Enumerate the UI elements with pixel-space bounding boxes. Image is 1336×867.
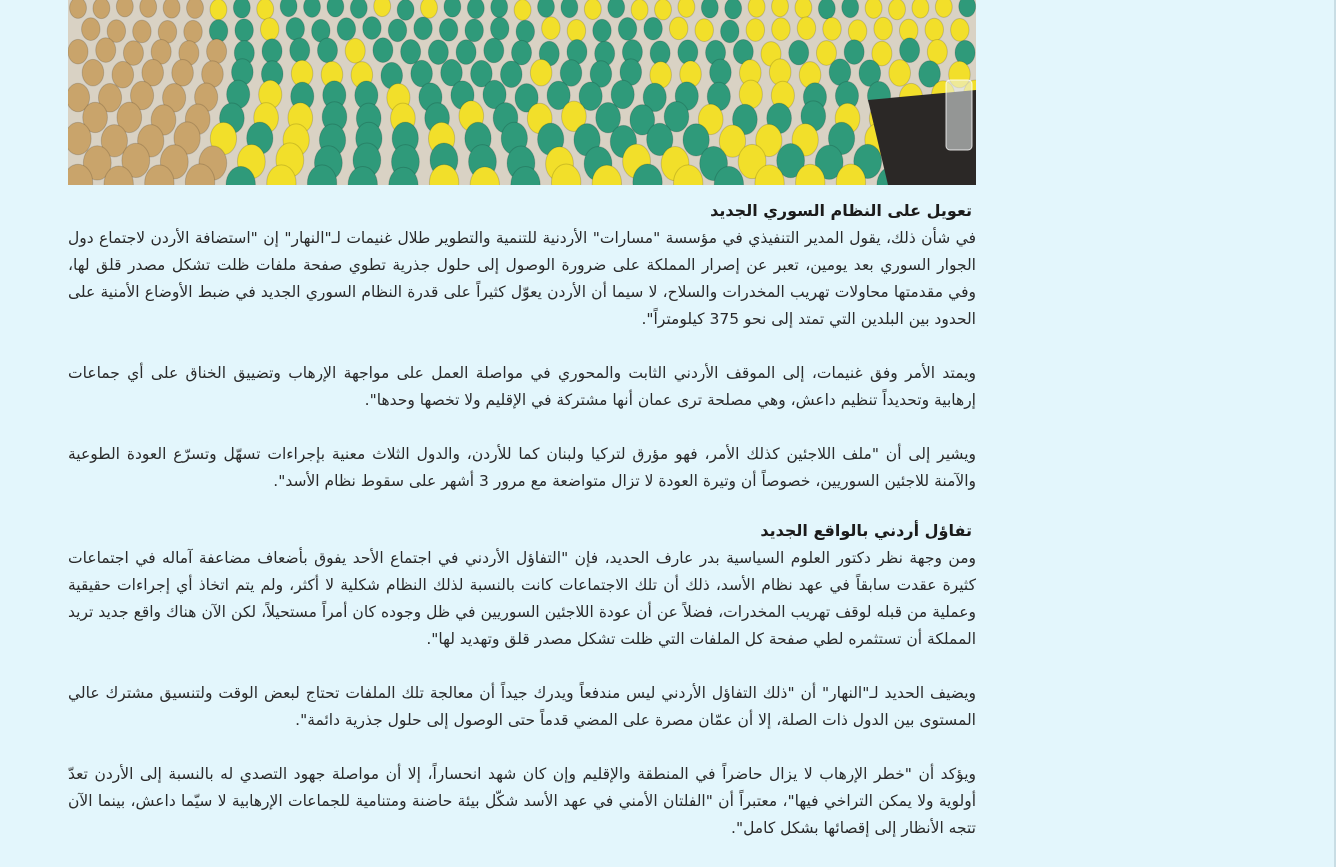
package-shape (456, 40, 476, 65)
package-shape (235, 19, 253, 42)
package-shape (363, 17, 381, 40)
package-shape (401, 39, 421, 64)
package-shape (257, 0, 274, 20)
package-shape (593, 19, 611, 42)
package-shape (345, 38, 365, 63)
package-shape (96, 38, 116, 63)
package-shape (925, 18, 943, 41)
photo-glass (946, 80, 972, 150)
package-shape (631, 0, 648, 20)
package-shape (70, 0, 87, 18)
package-shape (116, 0, 133, 17)
package-shape (772, 18, 790, 41)
package-shape (93, 0, 110, 19)
package-shape (844, 40, 864, 65)
seized-packages-photo (68, 0, 976, 185)
package-shape (233, 0, 250, 18)
photo-illustration (68, 0, 976, 185)
package-shape (262, 39, 282, 64)
package-shape (484, 38, 504, 63)
paragraph-hadid-quote: ومن وجهة نظر دكتور العلوم السياسية بدر عارف الحديد، فإن "التفاؤل الأردني في اجتماع الأحد يفوق بأضعاف مضاعفة آماله في اجتماعات كثيرة عقدت سابقاً في عهد نظام الأسد، ذلك أن تلك الاجتماعات كانت بالنسبة لذلك النظام شكلية لا أكثر، ولم يتم اتخاذ أي إجراءات حقيقية وعملية من قبله لوقف تهريب المخدرات، فضلاً عن أن عودة اللاجئين السوريين في ظل وجوده كان أمراً مستحيلاً، لكن الآن هناك واقع جديد تريد المملكة أن تستثمره لطي صفحة كل الملفات التي ظلت تشكل مصدر قلق وتهديد لها". (68, 549, 976, 648)
package-shape (187, 0, 204, 18)
package-shape (397, 0, 414, 20)
package-shape (500, 61, 522, 88)
package-shape (561, 0, 578, 18)
paragraph-hadid-addition: ويضيف الحديد لـ"النهار" أن "ذلك التفاؤل الأردني ليس مندفعاً ويدرك جيداً أن معالجة تلك الملفات تحتاج لبعض الوقت ولتنسيق مشترك عالي المستوى بين الدول ذات الصلة، إلا أن عمّان مصرة على المضي قدماً حتى الوصول إلى حلول جذرية دائمة". (68, 684, 976, 729)
package-shape (133, 20, 151, 43)
paragraph-terror-threat: ويؤكد أن "خطر الإرهاب لا يزال حاضراً في المنطقة والإقليم وإن كان شهد انحساراً، إلا أن مواصلة جهود التصدي له بالنسبة إلى الأردن تعدّ أولوية ولا يمكن التراخي فيها"، معتبراً أن "الفلتان الأمني في عهد الأسد شكّل بيئة حاضنة ومتنامية للجماعات الإرهابية لا سيّما داعش، بينما الآن تتجه الأنظار إلى إقصائها بشكل كامل". (68, 765, 976, 837)
package-shape (163, 0, 180, 18)
package-shape (721, 20, 739, 43)
package-shape (280, 0, 297, 17)
package-shape (746, 19, 764, 42)
package-shape (823, 18, 841, 41)
package-shape (795, 0, 812, 18)
paragraph-ghneimat-quote: في شأن ذلك، يقول المدير التنفيذي في مؤسسة "مسارات" الأردنية للتنمية والتطوير طلال غنيمات لـ"النهار" إن "استضافة الأردن لاجتماع دول الجوار السوري بعد يومين، تعبر عن إصرار المملكة على ضرورة الوصول إلى حلول جذرية تطوي صفحة ملفات ظلت تشكل مصدر قلق لها، وفي مقدمتها محاولات تهريب المخدرات والسلاح، لا سيما أن الأردن يعوّل كثيراً على قدرة النظام السوري الجديد في ضبط الأوضاع الأمنية على الحدود بين البلدين التي تمتد إلى نحو 375 كيلومتراً". (68, 229, 976, 328)
package-shape (789, 40, 809, 65)
package-shape (514, 0, 531, 20)
package-shape (421, 0, 438, 18)
package-shape (82, 18, 100, 41)
package-shape (889, 60, 911, 87)
package-shape (530, 59, 552, 86)
section-heading-syrian-regime: تعويل على النظام السوري الجديد (710, 201, 972, 220)
package-shape (669, 17, 687, 40)
package-shape (439, 18, 457, 41)
package-shape (491, 17, 509, 40)
package-shape (327, 0, 344, 17)
package-shape (304, 0, 321, 17)
package-shape (848, 20, 866, 43)
package-shape (428, 40, 448, 65)
package-shape (959, 0, 976, 17)
package-shape (678, 0, 695, 17)
package-shape (748, 0, 765, 17)
package-shape (818, 0, 835, 19)
paragraph-refugees: ويشير إلى أن "ملف اللاجئين كذلك الأمر، فهو مؤرق لتركيا ولبنان كما للأردن، والدول الثلاث معنية بإجراءات تسهّل وتسرّع العودة الطوعية والآمنة للاجئين السوريين، خصوصاً أن وتيرة العودة لا تزال متواضعة مع مرور 3 أشهر على سقوط نظام الأسد". (68, 445, 976, 490)
package-shape (865, 0, 882, 18)
package-shape (608, 0, 625, 18)
package-shape (260, 18, 278, 41)
package-shape (618, 18, 636, 41)
package-shape (68, 39, 88, 64)
package-shape (710, 59, 732, 86)
package-shape (388, 19, 406, 42)
package-shape (337, 18, 355, 41)
package-shape (286, 18, 304, 41)
package-shape (516, 20, 534, 43)
article-body (68, 0, 976, 842)
package-shape (695, 19, 713, 42)
package-shape (584, 0, 601, 19)
package-shape (797, 17, 815, 40)
package-shape (82, 59, 104, 86)
package-shape (210, 0, 227, 20)
package-shape (374, 0, 391, 17)
paragraph-terrorism: ويمتد الأمر وفق غنيمات، إلى الموقف الأردني الثابت والمحوري في مواصلة العمل على مواجهة الإرهاب وتضييق الخناق على أي جماعات إرهابية وتحديداً تنظيم داعش، وهي مصلحة ترى عمان أنها مشتركة في الإقليم ولا تخصها وحدها". (68, 364, 976, 409)
package-shape (951, 19, 969, 42)
package-shape (140, 0, 157, 17)
package-shape (889, 0, 906, 20)
package-shape (772, 0, 789, 17)
package-shape (172, 60, 194, 87)
package-shape (655, 0, 672, 20)
package-shape (414, 17, 432, 40)
package-shape (373, 38, 393, 63)
package-shape (112, 61, 134, 88)
package-shape (207, 39, 227, 64)
package-shape (644, 17, 662, 40)
package-shape (184, 20, 202, 43)
package-shape (467, 0, 484, 19)
package-shape (567, 19, 585, 42)
package-shape (317, 38, 337, 63)
package-shape (538, 0, 555, 17)
package-shape (842, 0, 859, 18)
package-shape (542, 17, 560, 40)
package-shape (491, 0, 508, 18)
package-shape (465, 19, 483, 42)
package-shape (444, 0, 461, 17)
package-shape (912, 0, 929, 18)
package-shape (350, 0, 367, 18)
package-shape (290, 38, 310, 63)
package-shape (935, 0, 952, 17)
package-shape (874, 17, 892, 40)
section-heading-jordan-optimism: تفاؤل أردني بالواقع الجديد (760, 521, 972, 540)
package-shape (900, 38, 920, 63)
package-shape (701, 0, 718, 18)
package-shape (725, 0, 742, 19)
